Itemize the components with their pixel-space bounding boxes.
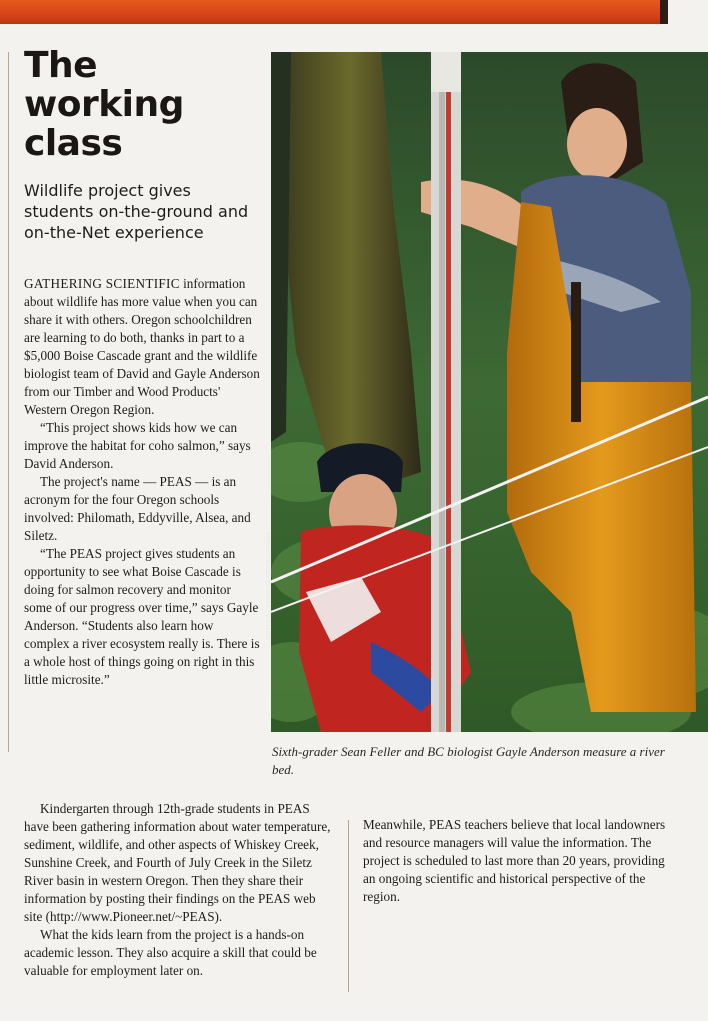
paragraph-3: The project's name — PEAS — is an acronym for the four Oregon schools involved: Philomath, Eddyville, Alsea, and Siletz.: [24, 474, 251, 543]
top-color-band: [0, 0, 665, 24]
article-column-2: [24, 800, 334, 980]
photo-caption: Sixth-grader Sean Feller and BC biologist Gayle Anderson measure a river bed.: [272, 744, 665, 777]
paragraph-6: What the kids learn from the project is a hands-on academic lesson. They also acquire a skill that could be valuable for employment later on.: [24, 927, 317, 978]
paragraph-4: “The PEAS project gives students an opportunity to see what Boise Cascade is doing for salmon recovery and monitor some of our progress over time,” says Gayle Anderson. “Students also learn how complex a river ecosystem really is. There is a whole host of things going on right in this little microsite.”: [24, 546, 260, 687]
article-photo: [271, 52, 708, 732]
paragraph-1: [24, 275, 262, 419]
article-column-1: [24, 275, 262, 689]
paragraph-7: Meanwhile, PEAS teachers believe that local landowners and resource managers will value the information. The project is scheduled to last more than 20 years, providing an ongoing scientific and historical perspective of the region.: [363, 817, 666, 904]
paragraph-1-text: information about wildlife has more value when you can share it with others. Oregon schoolchildren are learning to do both, thanks in part to a $5,000 Boise Cascade grant and the wildlife biologist team of David and Gayle Anderson from our Timber and Wood Products' Western Oregon Region.: [24, 276, 260, 417]
lead-in: GATHERING SCIENTIFIC: [24, 276, 180, 291]
measuring-stick: [431, 52, 461, 732]
middle-column-rule: [348, 820, 349, 992]
paragraph-2: “This project shows kids how we can improve the habitat for coho salmon,” says David Anderson.: [24, 420, 251, 471]
photo-credit: PHOTO BY PAVAS COMMUNICATIONS: [266, 531, 272, 640]
left-column-rule: [8, 52, 9, 752]
deck-subheadline: Wildlife project gives students on-the-ground and on-the-Net experience: [24, 181, 249, 242]
top-band-edge: [660, 0, 668, 24]
paragraph-5: Kindergarten through 12th-grade students in PEAS have been gathering information about water temperature, sediment, wildlife, and other aspects of Whiskey Creek, Sunshine Creek, and Fourth of July Creek in the Siletz River basin in western Oregon. Then they share their information by posting their findings on the PEAS web site (http://www.Pioneer.net/~PEAS).: [24, 801, 331, 924]
headline: The working class: [24, 45, 184, 164]
forest-measurement-illustration: [271, 52, 708, 732]
article-column-3: [363, 816, 673, 906]
